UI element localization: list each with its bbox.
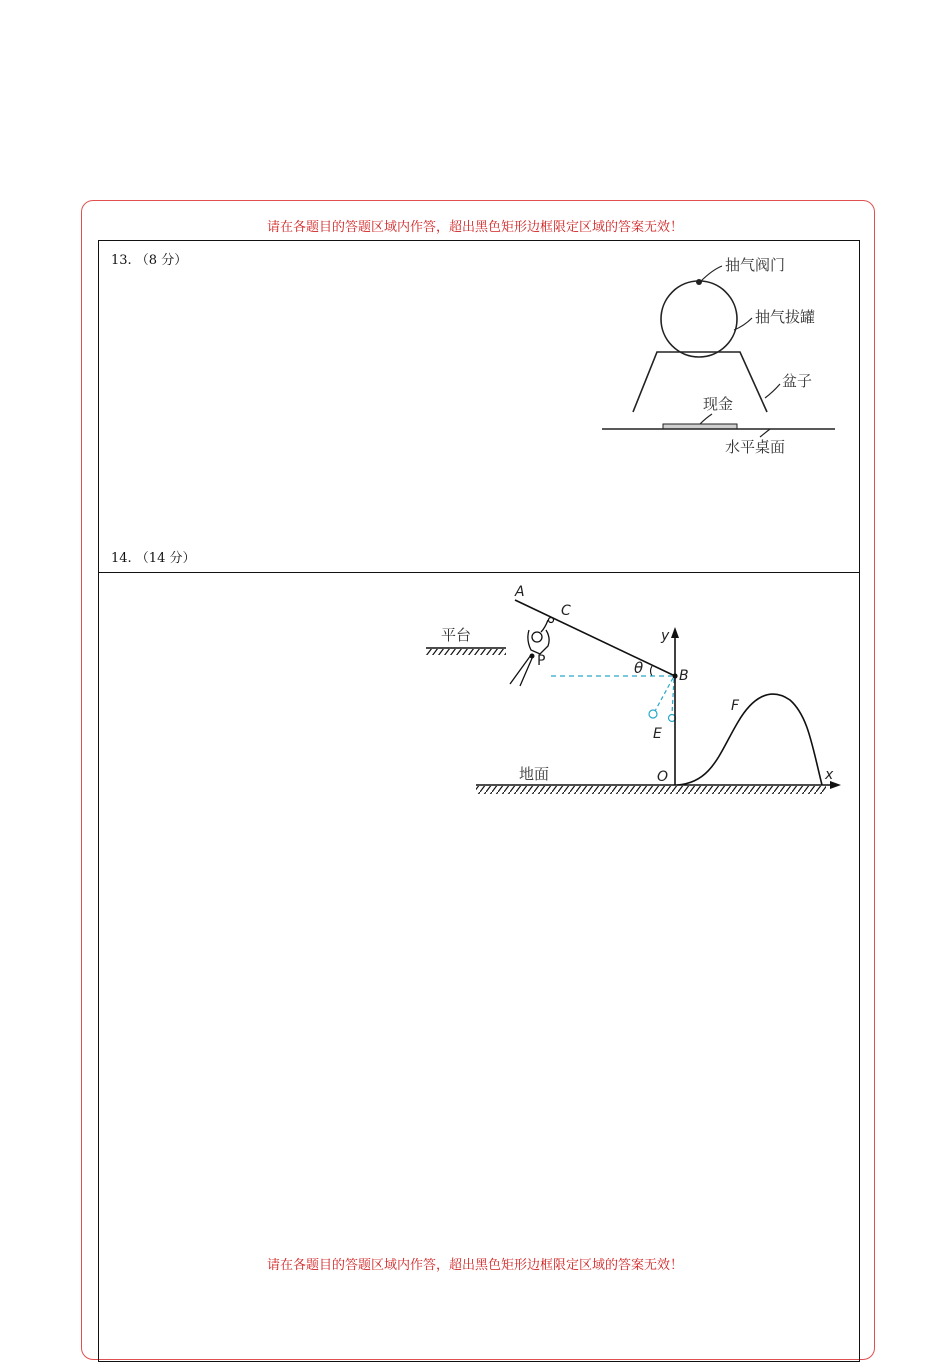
question-13-label: 13. （8 分） <box>111 253 188 268</box>
ground-hatch <box>476 786 826 794</box>
platform-hatch <box>426 649 506 655</box>
person-head <box>532 632 542 642</box>
dashed-pendulum-2 <box>672 679 674 714</box>
question-14-label: 14. （14 分） <box>111 551 196 566</box>
label-B: B <box>679 668 689 684</box>
label-theta: θ <box>634 659 644 677</box>
label-jar: 抽气拔罐 <box>755 308 816 326</box>
label-platform: 平台 <box>441 626 472 644</box>
label-ground: 地面 <box>519 765 550 783</box>
label-A: A <box>515 584 525 600</box>
y-axis-arrow <box>671 627 679 638</box>
valve-leader <box>700 266 722 282</box>
basin-leader <box>765 384 780 398</box>
label-basin: 盆子 <box>782 372 813 390</box>
label-P: P <box>537 653 546 669</box>
basin-outline <box>633 352 767 412</box>
jar-circle <box>661 281 737 357</box>
label-y: y <box>661 628 670 644</box>
label-table: 水平桌面 <box>725 438 786 456</box>
label-x: x <box>825 767 834 783</box>
cash-leader <box>700 414 712 424</box>
point-C <box>549 618 554 623</box>
point-P <box>530 654 535 659</box>
person-legs <box>510 655 533 686</box>
label-O: O <box>657 769 669 785</box>
answer-notice-bottom: 请在各题目的答题区域内作答，超出黑色矩形边框限定区域的答案无效！ <box>266 1258 683 1273</box>
person-arm <box>541 620 548 632</box>
theta-arc <box>651 666 653 676</box>
dashed-pendulum-1 <box>655 678 673 711</box>
label-C: C <box>561 603 571 619</box>
label-cash: 现金 <box>703 395 734 413</box>
table-leader <box>760 429 770 437</box>
figure-14-swing <box>426 584 841 794</box>
pendulum-bob-1 <box>649 710 657 718</box>
answer-notice-top: 请在各题目的答题区域内作答，超出黑色矩形边框限定区域的答案无效！ <box>266 220 683 235</box>
label-F: F <box>731 698 740 714</box>
valve-dot <box>696 279 702 285</box>
label-valve: 抽气阀门 <box>725 256 786 274</box>
label-E: E <box>653 726 662 742</box>
figure-13-suction-jar <box>602 256 835 456</box>
curve-F <box>677 694 822 785</box>
